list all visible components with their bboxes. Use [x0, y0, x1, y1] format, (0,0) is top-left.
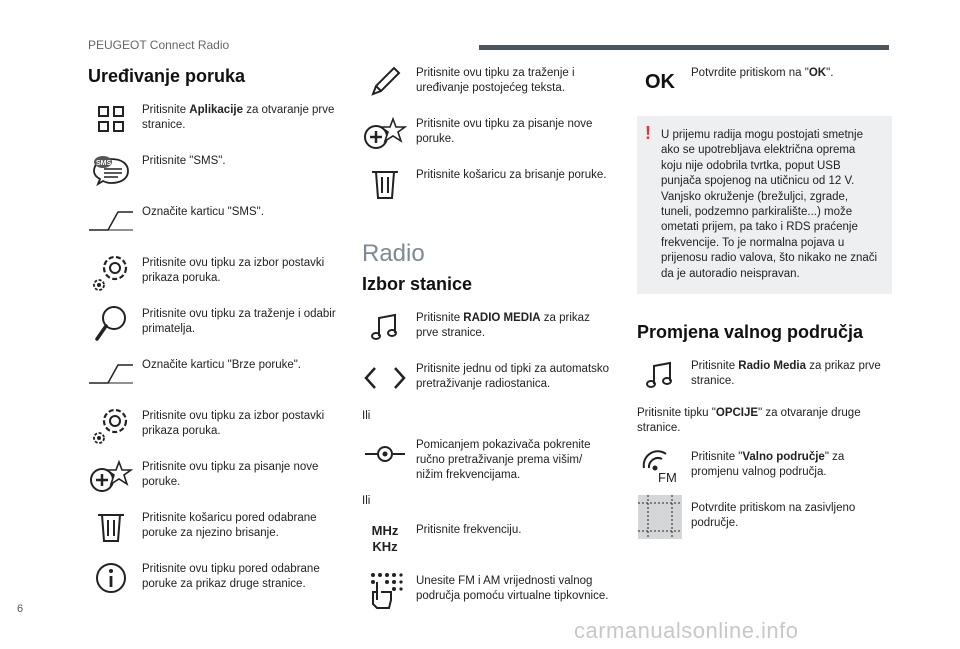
column-radio [362, 62, 612, 621]
list-item [637, 62, 892, 102]
text-pre: Pritisnite ovu tipku za izbor postavki prikaza poruka. [142, 257, 325, 284]
settings-gears-icon [88, 405, 134, 445]
settings-gears-icon [88, 252, 134, 292]
apps-grid-icon [88, 99, 134, 139]
list-item [88, 99, 338, 139]
text-pre: Pritisnite [142, 104, 190, 116]
item-text [142, 252, 338, 286]
text-bold: RADIO MEDIA [463, 312, 541, 324]
list-item [362, 358, 612, 398]
text-post: " za promjenu valnog područja. [691, 451, 845, 479]
mhz-label: MHz [371, 523, 399, 538]
list-item [88, 150, 338, 190]
fm-radio-icon [637, 446, 683, 486]
info-icon [88, 558, 134, 598]
slider-icon [362, 434, 408, 474]
column-band [637, 62, 892, 548]
grey-area-icon [637, 497, 683, 537]
music-note-icon [362, 307, 408, 347]
text-post: za prikaz prve stranice. [416, 312, 590, 339]
item-text [142, 354, 301, 373]
prev-next-arrows-icon [362, 358, 408, 398]
trash-icon [362, 164, 408, 204]
trash-icon [88, 507, 134, 547]
text-post: za otvaranje prve stranice. [142, 104, 335, 131]
header-title: PEUGEOT Connect Radio [88, 38, 230, 52]
section-title-band: Promjena valnog područja [637, 322, 864, 343]
list-item [637, 355, 892, 395]
text-bold: Valno područje [742, 451, 825, 464]
item-text [416, 307, 612, 341]
list-item [88, 456, 338, 496]
text-pre: Pritisnite "SMS". [142, 155, 226, 167]
item-text: Pritisnite košaricu za brisanje poruke. [416, 169, 607, 181]
pencil-icon [362, 62, 408, 102]
list-item [88, 201, 338, 241]
item-text [142, 303, 338, 337]
list-item [362, 62, 612, 102]
or-text: Ili [362, 495, 371, 507]
page-number: 6 [17, 603, 24, 615]
list-item [88, 405, 338, 445]
list-item [88, 507, 338, 547]
text-pre: Pritisnite [416, 312, 464, 324]
item-text [142, 558, 338, 592]
sms-bubble-icon [88, 150, 134, 190]
item-text: Unesite FM i AM vrijednosti valnog područja pomoću virtualne tipkovnice. [416, 575, 609, 602]
ok-label: OK [645, 70, 675, 93]
item-text [142, 201, 264, 220]
item-text [142, 507, 338, 541]
or-text: Ili [362, 410, 371, 422]
item-text [691, 62, 833, 81]
text-pre: Pritisnite ovu tipku pored odabrane poruke za prikaz druge stranice. [142, 563, 320, 590]
list-item [362, 570, 612, 610]
text-bold: Radio Media [738, 360, 807, 373]
header-bar [479, 45, 889, 50]
item-text [142, 456, 338, 490]
text-pre: Pritisnite tipku " [637, 407, 716, 420]
item-text: Pomicanjem pokazivača pokrenite ručno pretraživanje prema višim/ nižim frekvencijama. [416, 439, 591, 481]
warning-box [637, 116, 892, 294]
text-bold: OPCIJE [715, 407, 759, 420]
list-item [362, 434, 612, 483]
tab-parallelogram-icon [88, 354, 134, 394]
options-text [637, 406, 892, 436]
watermark: carmanualsonline.info [574, 618, 799, 643]
list-item [637, 497, 892, 537]
text-pre: Pritisnite košaricu pored odabrane poruke za njezino brisanje. [142, 512, 317, 539]
text-bold: Aplikacije [189, 104, 243, 116]
item-text [142, 405, 338, 439]
text-post: ". [826, 67, 834, 79]
text-pre: Pritisnite " [691, 451, 743, 464]
warning-text: U prijemu radija mogu postojati smetnje ako se upotrebljava električna oprema koju nije odobrila tvrtka, poput USB punjača spojenog na utičnicu od 12 V. Vanjsko okruženje (brežuljci, zgrade, tuneli, podzemno parkiralište...) može ometati prijem, pa tako i RDS praćenje frekvencije. To je normalna pojava u prijenosu radio valova, što nikako ne znači da je autoradio neispravan. [661, 129, 878, 280]
text-post: " za otvaranje druge stranice. [637, 407, 861, 435]
list-item [88, 558, 338, 598]
list-item [88, 354, 338, 394]
item-text: Pritisnite jednu od tipki za automatsko pretraživanje radiostanica. [416, 363, 610, 390]
mhz-khz-icon [362, 519, 408, 559]
column-messages [88, 62, 338, 609]
list-item [362, 164, 612, 204]
list-item [362, 307, 612, 347]
text-pre: Pritisnite ovu tipku za izbor postavki prikaza poruka. [142, 410, 325, 437]
item-text [691, 355, 892, 389]
khz-label: KHz [372, 539, 398, 554]
text-post: za prikaz prve stranice. [691, 360, 881, 388]
text-bold: OK [808, 67, 827, 79]
item-text [691, 446, 892, 480]
music-note-icon [637, 355, 683, 395]
item-text: Pritisnite ovu tipku za pisanje nove poruke. [416, 118, 593, 145]
keypad-hand-icon [362, 570, 408, 610]
section-title-station: Izbor stanice [362, 274, 473, 294]
item-text: Potvrdite pritiskom na zasivljeno područje. [691, 502, 856, 530]
list-item [637, 446, 892, 486]
tab-parallelogram-icon [88, 201, 134, 241]
list-item [88, 252, 338, 292]
list-item [88, 303, 338, 343]
text-pre: Pritisnite ovu tipku za pisanje nove poruke. [142, 461, 319, 488]
item-text: Pritisnite ovu tipku za traženje i uređivanje postojećeg teksta. [416, 67, 575, 94]
item-text [142, 99, 338, 133]
warning-icon: ! [645, 123, 651, 143]
text-pre: Potvrdite pritiskom na " [691, 67, 809, 79]
add-star-icon [362, 113, 408, 153]
add-star-icon [88, 456, 134, 496]
list-item [362, 113, 612, 153]
svg-text:SMS: SMS [96, 160, 112, 167]
item-text [142, 150, 226, 169]
text-pre: Označite karticu "Brze poruke". [142, 359, 302, 371]
search-icon [88, 303, 134, 343]
text-pre: Pritisnite [691, 360, 739, 373]
chapter-title-radio: Radio [362, 240, 425, 267]
text-pre: Označite karticu "SMS". [142, 206, 264, 218]
ok-button-icon [637, 62, 683, 102]
item-text: Pritisnite frekvenciju. [416, 524, 522, 536]
section-title-messages: Uređivanje poruka [88, 66, 246, 86]
text-pre: Pritisnite ovu tipku za traženje i odabir primatelja. [142, 308, 336, 335]
fm-label: FM [658, 470, 677, 486]
list-item [362, 519, 612, 559]
